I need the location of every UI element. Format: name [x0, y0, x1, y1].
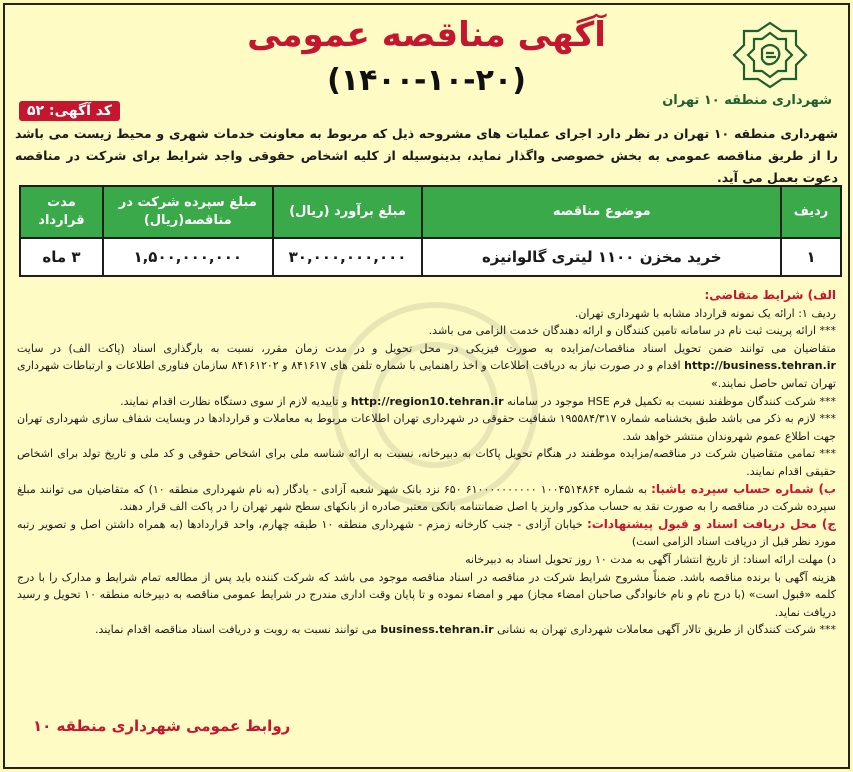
cell-subject: خرید مخزن ۱۱۰۰ لیتری گالوانیزه [422, 238, 781, 276]
region10-url-link[interactable]: http://region10.tehran.ir [350, 394, 504, 408]
section-a-line4a-text: *** شرکت کنندگان موظفند نسبت به تکمیل فرم HSE موجود در سامانه [507, 394, 836, 408]
intro-paragraph: شهرداری منطقه ۱۰ تهران در نظر دارد اجرای عملیات های مشروحه ذیل که مربوط به معاونت خدمات شهری و محیط زیست می باشد را از طریق مناقصه عمومی به بخش خصوصی واگذار نماید، بدینوسیله از کلیه اشخاص حقوقی واجد شرایط برای شرکت در مناقصه دعوت بعمل می آید. [15, 126, 838, 185]
section-d-text: د) مهلت ارائه اسناد: از تاریخ انتشار آگهی به مدت ۱۰ روز تحویل اسناد به دبیرخانه [465, 552, 836, 566]
table-row [20, 238, 841, 276]
cell-estimate: ۳۰,۰۰۰,۰۰۰,۰۰۰ [273, 238, 423, 276]
header-subject: موضوع مناقصه [422, 186, 781, 238]
ad-code-badge: کد آگهی: ۵۲ [19, 101, 120, 121]
final-business-url-link[interactable]: business.tehran.ir [380, 623, 494, 637]
header-estimate: مبلغ برآورد (ریال) [273, 186, 423, 238]
section-c-text: خیابان آزادی - جنب کارخانه زمزم - شهرداری منطقه ۱۰ طبقه چهارم، واحد قراردادها (به همراه داشتن اصل و تصویر رتبه مورد نظر قبل از دریافت اسناد الزامی است) [17, 517, 836, 549]
advertisement-frame [3, 3, 850, 769]
section-b-heading: ب) شماره حساب سپرده باشبا: [651, 481, 836, 496]
municipality-name: شهرداری منطقه ۱۰ تهران [662, 93, 832, 108]
section-a-line6: *** تمامی متقاضیان شرکت در مناقصه/مزایده موظفند در هنگام تحویل پاکات به دبیرخانه، نسبت به ارائه شناسه ملی برای اشخاص حقوقی و کد ملی و تاریخ تولد برای اشخاص حقیقی اقدام نمایند. [17, 447, 836, 478]
section-a-line5: *** لازم به ذکر می باشد طبق بخشنامه شماره ۱۹۵۵۸۴/۳۱۷ شفافیت حقوقی در شهرداری تهران اطلاعات مربوط به معاملات و قراردادها در وبسایت شفاف سازی شهرداری تهران جهت اطلاع عموم شهروندان منتشر خواهد شد. [17, 412, 836, 443]
header-row-number: ردیف [781, 186, 841, 238]
section-a-line3b-text: اقدام و در صورت نیاز به دریافت اطلاعات و اخذ راهنمایی با شماره تلفن های ۸۴۱۶۱۷ و ۸۴۱۶۱۲۰۲ سازمان فناوری اطلاعات و ارتباطات شهرداری تهران تماس حاصل نمایند.» [17, 359, 836, 390]
header-duration: مدت قرارداد [20, 186, 103, 238]
title-date: (۱۴۰۰-۱۰-۲۰) [327, 63, 526, 98]
section-d-final-a: *** شرکت کنندگان از طریق تالار آگهی معاملات شهرداری تهران به نشانی [497, 623, 836, 637]
section-d-final [17, 621, 836, 639]
header-deposit: مبلغ سپرده شرکت در مناقصه(ریال) [103, 186, 273, 238]
section-a-heading: الف) شرایط متقاضی: [704, 288, 836, 302]
conditions-body [17, 287, 836, 639]
public-relations-signature: روابط عمومی شهرداری منطقه ۱۰ [33, 717, 291, 735]
cell-deposit: ۱,۵۰۰,۰۰۰,۰۰۰ [103, 238, 273, 276]
cell-duration: ۳ ماه [20, 238, 103, 276]
table-header-row [20, 186, 841, 238]
section-a-line4 [17, 393, 836, 411]
tender-table [19, 185, 842, 277]
page-title: آگهی مناقصه عمومی [247, 15, 606, 55]
section-d-final-b: می توانند نسبت به رویت و دریافت اسناد مناقصه اقدام نمایند. [94, 623, 377, 637]
section-a-line4b-text: و تاییدیه لازم از سوی دستگاه نظارت اقدام نمایند. [120, 394, 348, 408]
section-c-heading: ج) محل دریافت اسناد و قبول پیشنهادات: [586, 516, 837, 531]
section-a-line2: *** ارائه پرینت ثبت نام در سامانه تامین کنندگان و ارائه دهندگان خدمت الزامی می باشد. [428, 324, 836, 338]
section-a-line3-text: متقاضیان می توانند ضمن تحویل اسناد مناقصات/مزایده به صورت فیزیکی در محل تحویل و در مدت زمان مقرر، نسبت به بارگذاری اسناد (پاکت الف) در سایت [17, 341, 836, 355]
section-b-text: به شماره ۱۰۰۴۵۱۴۸۶۴ ۶۱۰۰۰۰۰۰۰۰۰۰ ۶۵۰ نزد بانک شهر شعبه آزادی - یادگار (به نام شهرداری منطقه ۱۰) که متقاضیان می توانند مبلغ سپرده شرکت در مناقصه را به صورت نقد به حساب مذکور واریز یا اصل ضمانتنامه بانکی معتبر صادره از بانکهای سطح شهر تهران را در پاکت الف قرار دهند. [17, 482, 836, 514]
header [5, 5, 848, 117]
section-a-line3 [17, 340, 836, 393]
section-d-cost: هزینه آگهی با برنده مناقصه باشد. ضمناً مشروح شرایط شرکت در مناقصه در اسناد مناقصه موجود می باشد که شرکت کننده باید پس از مطالعه تمام شرایط و مدارک را با درج کلمه «قبول است» (با درج نام و نام خانوادگی صاحبان امضاء مجاز) مهر و امضاء نموده و تا پایان وقت اداری مندرج در شرایط عمومی مناقصه به دبیرخانه منطقه ۱۰ تحویل و رسید دریافت نماید. [17, 570, 836, 619]
section-a-line1: ردیف ۱: ارائه یک نمونه قرارداد مشابه با شهرداری تهران. [574, 306, 836, 320]
business-url-link[interactable]: http://business.tehran.ir [684, 359, 836, 373]
cell-row-number: ۱ [781, 238, 841, 276]
